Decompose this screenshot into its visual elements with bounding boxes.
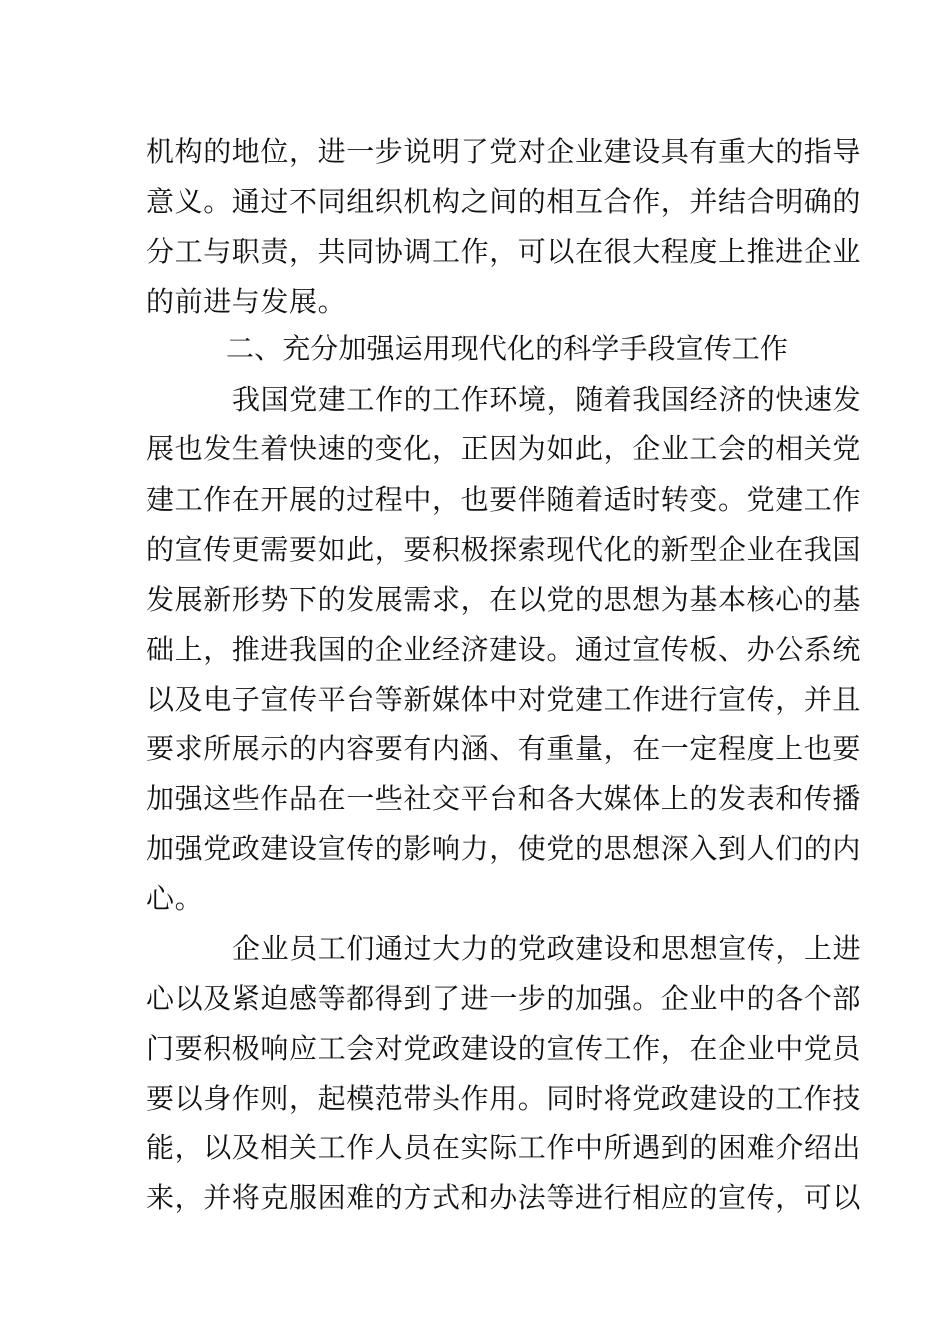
paragraph-2-line-11: 心。: [146, 882, 204, 915]
paragraph-2-line-8: 要求所展示的内容要有内涵、有重量，在一定程度上也要: [146, 732, 862, 765]
paragraph-3-line-6: 来，并将克服困难的方式和办法等进行相应的宣传，可以: [146, 1181, 862, 1214]
paragraph-1-line-2: 意义。通过不同组织机构之间的相互合作，并结合明确的: [146, 185, 862, 218]
paragraph-2-line-4: 的宣传更需要如此，要积极探索现代化的新型企业在我国: [146, 533, 862, 566]
paragraph-2-line-3: 建工作在开展的过程中，也要伴随着适时转变。党建工作: [146, 483, 862, 516]
paragraph-3-line-4: 要以身作则，起模范带头作用。同时将党政建设的工作技: [146, 1082, 862, 1115]
section-heading: 二、充分加强运用现代化的科学手段宣传工作: [226, 332, 789, 365]
paragraph-2-line-1: 我国党建工作的工作环境，随着我国经济的快速发: [232, 383, 862, 416]
paragraph-2-line-9: 加强这些作品在一些社交平台和各大媒体上的发表和传播: [146, 782, 862, 815]
paragraph-3-line-1: 企业员工们通过大力的党政建设和思想宣传，上进: [232, 932, 862, 965]
paragraph-2-line-2: 展也发生着快速的变化，正因为如此，企业工会的相关党: [146, 432, 862, 465]
paragraph-3-line-2: 心以及紧迫感等都得到了进一步的加强。企业中的各个部: [146, 982, 862, 1015]
paragraph-3-line-5: 能，以及相关工作人员在实际工作中所遇到的困难介绍出: [146, 1131, 862, 1164]
paragraph-1-line-1: 机构的地位，进一步说明了党对企业建设具有重大的指导: [146, 135, 862, 168]
paragraph-1-line-4: 的前进与发展。: [146, 285, 347, 318]
paragraph-2-line-5: 发展新形势下的发展需求，在以党的思想为基本核心的基: [146, 583, 862, 616]
paragraph-3-line-3: 门要积极响应工会对党政建设的宣传工作，在企业中党员: [146, 1032, 862, 1065]
paragraph-2-line-7: 以及电子宣传平台等新媒体中对党建工作进行宣传，并且: [146, 683, 862, 716]
paragraph-2-line-10: 加强党政建设宣传的影响力，使党的思想深入到人们的内: [146, 832, 862, 865]
paragraph-2-line-6: 础上，推进我国的企业经济建设。通过宣传板、办公系统: [146, 633, 862, 666]
paragraph-1-line-3: 分工与职责，共同协调工作，可以在很大程度上推进企业: [146, 235, 862, 268]
